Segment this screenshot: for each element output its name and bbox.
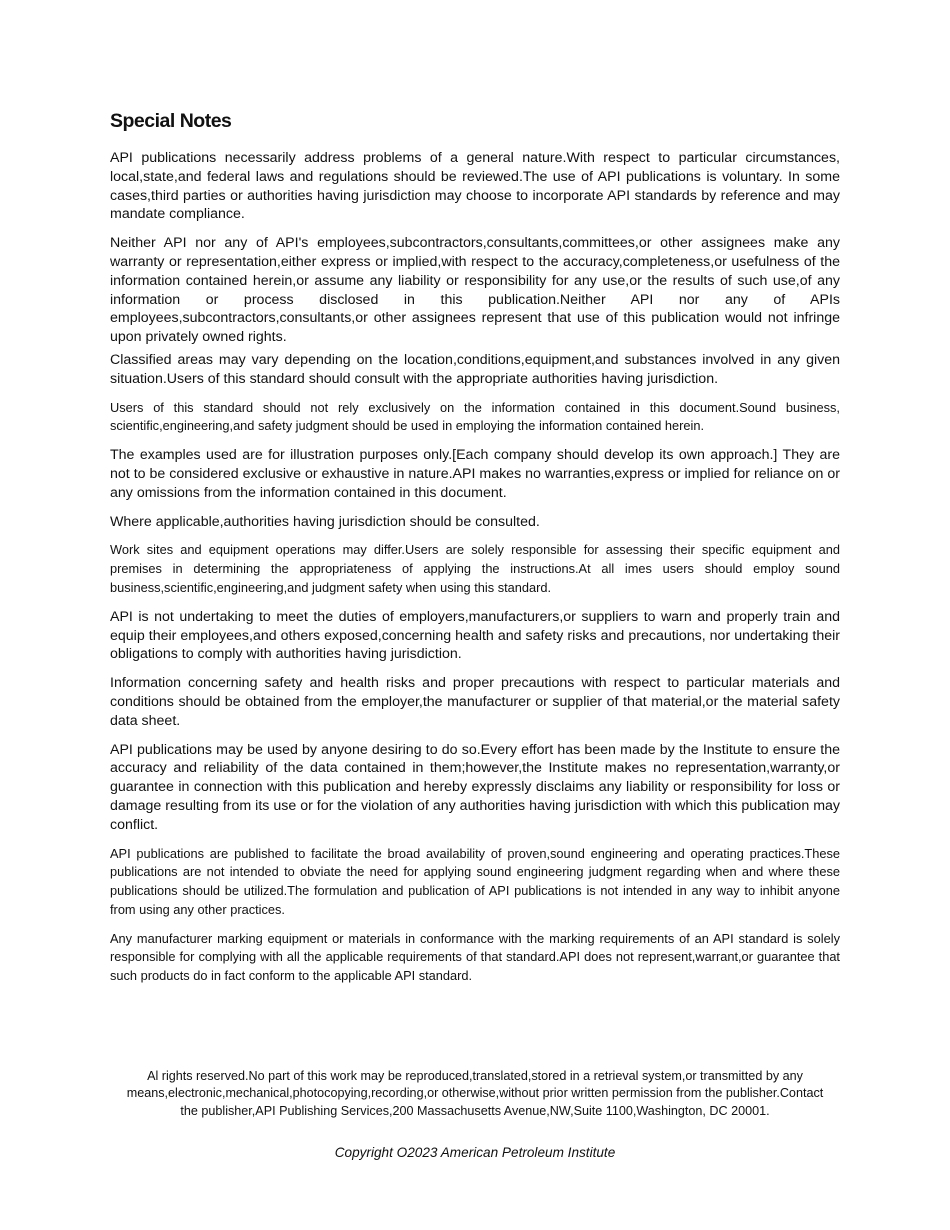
- paragraph-authorities: Where applicable,authorities having jurisdiction should be consulted.: [110, 513, 540, 530]
- paragraph-manufacturer-marking: Any manufacturer marking equipment or materials in conformance with the marking requirements of an API standard is solely responsible for complying with all the applicable requirements of that standard.API does not represent,warrant,or guarantee that such products do in fact conform to the applicable API standard.: [110, 930, 840, 984]
- paragraph-safety-information: Information concerning safety and health risks and proper precautions with respect to particular materials and conditions should be obtained from the employer,the manufacturer or supplier of that material,or the material safety data sheet.: [110, 675, 840, 729]
- paragraph-duties: API is not undertaking to meet the duties of employers,manufacturers,or suppliers to warn and properly train and equip their employees,and others exposed,concerning health and safety risks and precautions, nor undertaking their obligations to comply with authorities having jurisdiction.: [110, 608, 840, 663]
- copyright-line: Copyright O2023 American Petroleum Institute: [334, 1145, 616, 1160]
- paragraph-usage: API publications may be used by anyone desiring to do so.Every effort has been made by the Institute to ensure the accuracy and reliability of the data contained in them;however,the Institute makes no representation,warranty,or guarantee in connection with this publication and hereby expressly disclaims any liability or responsibility for loss or damage resulting from its use or for the violation of any authorities having jurisdiction with which this publication may conflict.: [110, 741, 840, 833]
- document-page: [110, 110, 840, 996]
- paragraph-sound-judgment: Users of this standard should not rely exclusively on the information contained in this document.Sound business, scientific,engineering,and safety judgment should be used in employing the information contained herein.: [110, 399, 840, 434]
- paragraph-general-nature: API publications necessarily address problems of a general nature.With respect to particular circumstances, local,state,and federal laws and regulations should be reviewed.The use of API publications is voluntary. In some cases,third parties or authorities having jurisdiction may choose to incorporate API standards by reference and may mandate compliance.: [110, 150, 840, 223]
- rights-reserved-notice: Al rights reserved.No part of this work may be reproduced,translated,stored in a retrieval system,or transmitted by any means,electronic,mechanical,photocopying,recording,or otherwise,without prior written permission from the publisher.Contact the publisher,API Publishing Services,200 Massachusetts Avenue,NW,Suite 1100,Washington, DC 20001.: [126, 1069, 824, 1118]
- paragraph-no-warranty: Neither API nor any of API's employees,subcontractors,consultants,committees,or other assignees make any warranty or representation,either express or implied,with respect to the accuracy,completeness,or usefulness of the information contained herein,or assume any liability or responsibility for any use,or the results of such use,of any information or process disclosed in this publication.Neither API nor any of APIs employees,subcontractors,consultants,or other assignees represent that use of this publication would not infringe upon privately owned rights.: [110, 235, 840, 346]
- paragraph-examples: The examples used are for illustration purposes only.[Each company should develop its own approach.] They are not to be considered exclusive or exhaustive in nature.API makes no warranties,express or implied for reliance on or any omissions from the information contained in this document.: [110, 447, 840, 501]
- paragraph-published-purpose: API publications are published to facilitate the broad availability of proven,sound engineering and operating practices.These publications are not intended to obviate the need for applying sound engineering judgment regarding when and where these publications should be utilized.The formulation and publication of API publications is not intended in any way to inhibit anyone from using any other practices.: [110, 845, 840, 917]
- paragraph-classified-areas: Classified areas may vary depending on the location,conditions,equipment,and substances involved in any given situation.Users of this standard should consult with the appropriate authorities having jurisdiction.: [110, 351, 840, 387]
- page-title: Special Notes: [110, 110, 232, 132]
- paragraph-work-sites: Work sites and equipment operations may differ.Users are solely responsible for assessing their specific equipment and premises in determining the appropriateness of applying the instructions.At all imes users should employ sound business,scientific,engineering,and judgment safety when using this standard.: [110, 542, 840, 595]
